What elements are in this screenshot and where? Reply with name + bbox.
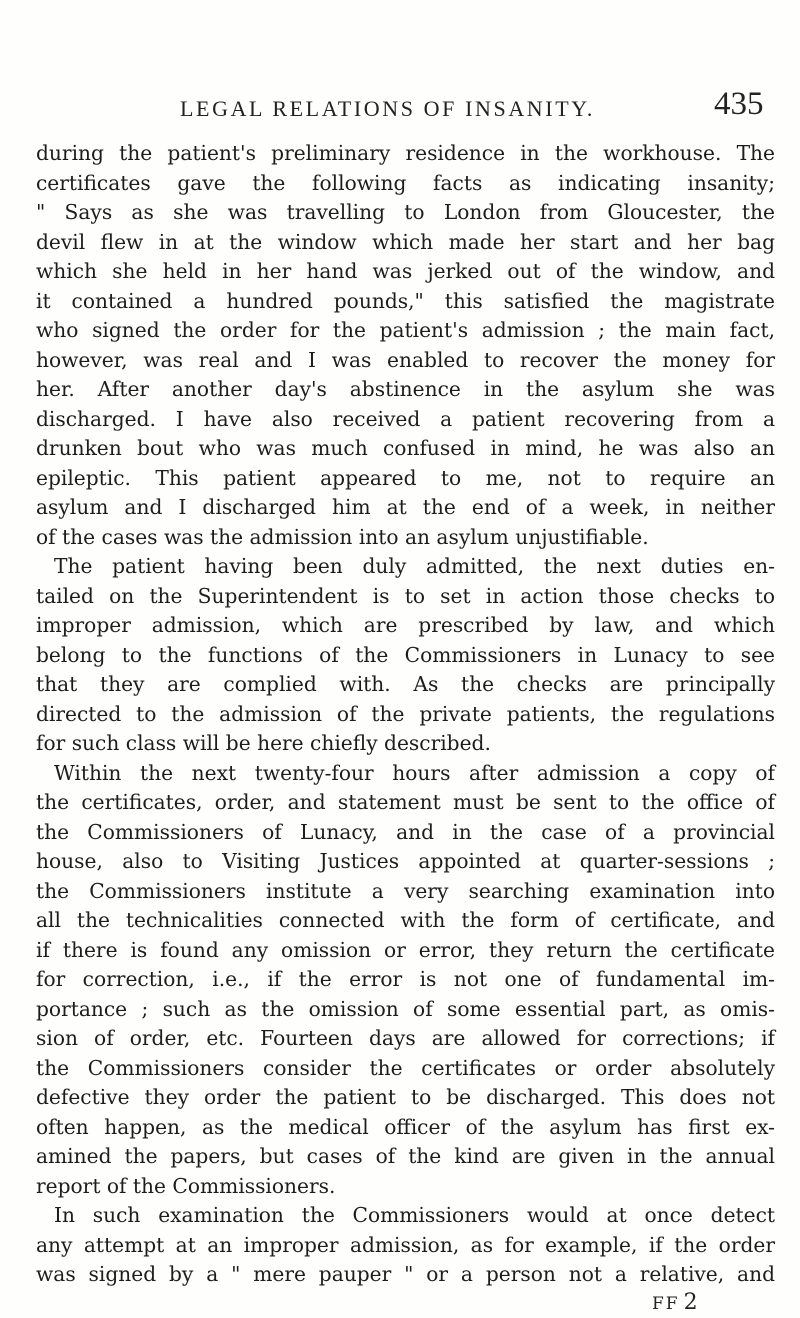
text-line: it contained a hundred pounds," this satisfied the magistrate — [36, 288, 775, 313]
text-line: during the patient's preliminary residence in the workhouse. The — [36, 141, 775, 165]
text-line: devil flew in at the window which made her start and her bag — [36, 229, 775, 254]
text-line: which she held in her hand was jerked out of the window, and — [36, 259, 775, 283]
running-head: LEGAL RELATIONS OF INSANITY. — [180, 96, 596, 121]
text-line: her. After another day's abstinence in the asylum she was — [36, 377, 775, 401]
text-line: tailed on the Superintendent is to set in action those checks to — [36, 583, 775, 608]
text-line: defective they order the patient to be discharged. This does not — [36, 1085, 775, 1109]
text-line: the Commissioners of Lunacy, and in the case of a provincial — [36, 819, 775, 844]
text-line: " Says as she was travelling to London from Gloucester, the — [36, 200, 775, 224]
page-number: 435 — [714, 86, 764, 122]
text-line: the Commissioners institute a very searching examination into — [36, 878, 775, 903]
text-line: directed to the admission of the private patients, the regulations — [36, 701, 775, 726]
text-line: for such class will be here chiefly described. — [36, 731, 491, 755]
text-line: that they are complied with. As the checks are principally — [36, 672, 775, 696]
text-line: epileptic. This patient appeared to me, not to require an — [36, 465, 775, 490]
text-line: was signed by a " mere pauper " or a person not a relative, and — [36, 1262, 775, 1286]
text-line: for correction, i.e., if the error is not one of fundamental im- — [36, 967, 775, 991]
text-line: the certificates, order, and statement must be sent to the office of — [36, 790, 775, 814]
text-line: improper admission, which are prescribed by law, and which — [36, 613, 775, 637]
text-line: who signed the order for the patient's admission ; the main fact, — [36, 318, 775, 342]
paragraph-start-line: The patient having been duly admitted, the next duties en- — [54, 554, 775, 578]
text-line: sion of order, etc. Fourteen days are allowed for corrections; if — [36, 1026, 775, 1050]
page-header — [0, 86, 800, 126]
text-line: often happen, as the medical officer of the asylum has first ex- — [36, 1114, 775, 1139]
text-line: report of the Commissioners. — [36, 1173, 336, 1198]
text-line: amined the papers, but cases of the kind are given in the annual — [36, 1144, 775, 1168]
text-line: the Commissioners consider the certificates or order absolutely — [36, 1055, 775, 1080]
signature-letters: FF — [652, 1294, 680, 1314]
text-line: house, also to Visiting Justices appointed at quarter-sessions ; — [36, 849, 775, 873]
text-line: certificates gave the following facts as indicating insanity; — [36, 170, 775, 195]
text-line: of the cases was the admission into an asylum unjustifiable. — [36, 524, 649, 549]
text-line: discharged. I have also received a patient recovering from a — [36, 406, 775, 431]
signature-number: 2 — [683, 1290, 698, 1315]
text-line: all the technicalities connected with the form of certificate, and — [36, 908, 775, 932]
text-line: belong to the functions of the Commissioners in Lunacy to see — [36, 642, 775, 667]
text-line: however, was real and I was enabled to recover the money for — [36, 347, 775, 372]
signature-mark — [652, 1290, 698, 1315]
paragraph-start-line: In such examination the Commissioners would at once detect — [54, 1203, 775, 1227]
text-line: drunken bout who was much confused in mind, he was also an — [36, 436, 775, 460]
paragraph-start-line: Within the next twenty-four hours after admission a copy of — [54, 760, 775, 785]
text-line: any attempt at an improper admission, as for example, if the order — [36, 1232, 775, 1257]
text-line: portance ; such as the omission of some essential part, as omis- — [36, 996, 775, 1021]
body-text — [36, 139, 775, 1290]
text-line: asylum and I discharged him at the end of a week, in neither — [36, 495, 775, 519]
text-line: if there is found any omission or error, they return the certificate — [36, 937, 775, 962]
